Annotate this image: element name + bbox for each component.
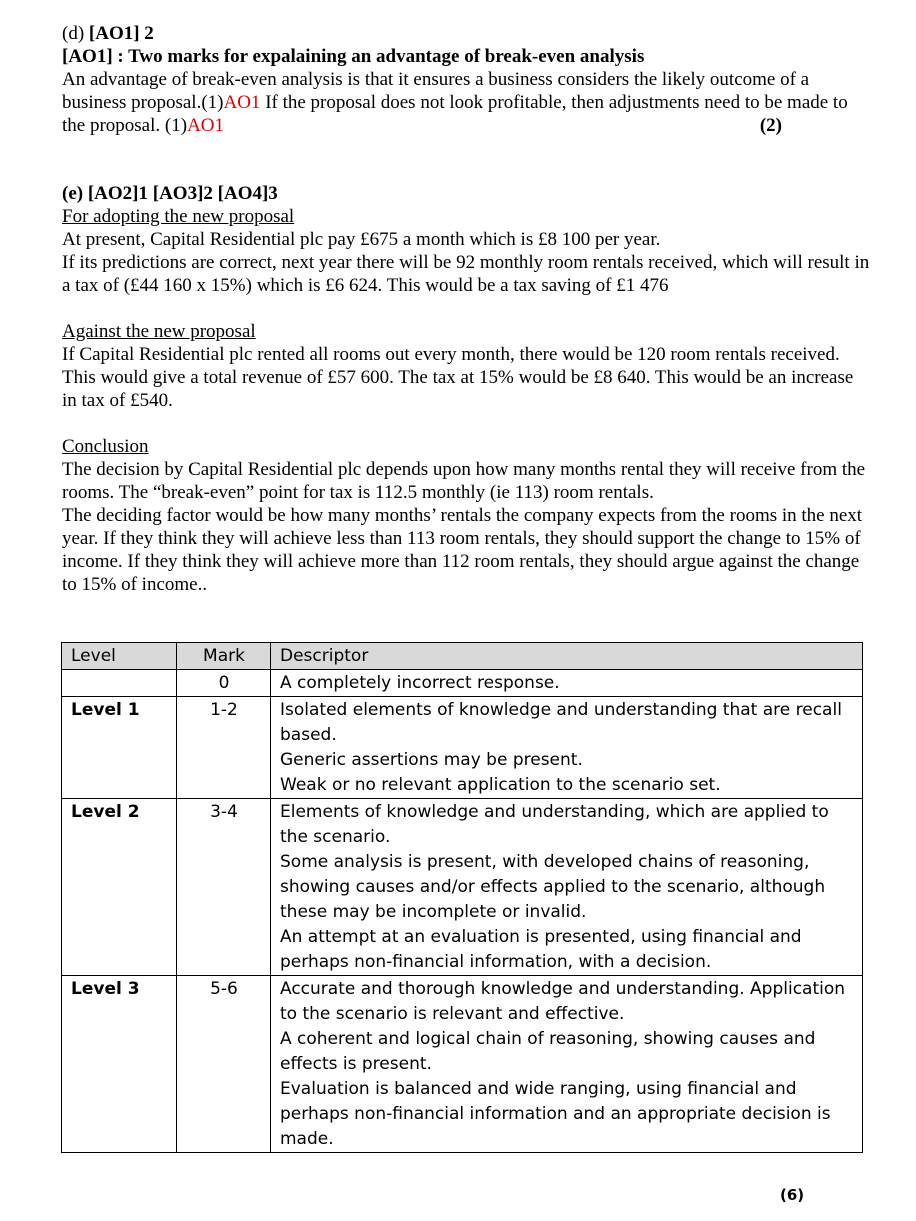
part-d-heading — [62, 22, 862, 45]
descriptor-line: Isolated elements of knowledge and understanding that are recall based. — [280, 700, 842, 745]
table-header-row — [62, 643, 863, 670]
descriptor-line: Elements of knowledge and understanding, which are applied to the scenario. — [280, 802, 829, 847]
row-mark: 3-4 — [177, 799, 271, 976]
row-level: Level 2 — [62, 799, 177, 976]
row-mark: 5-6 — [177, 976, 271, 1153]
for-proposal-heading: For adopting the new proposal — [62, 206, 295, 227]
part-d-subheading: [AO1] : Two marks for expalaining an advantage of break-even analysis — [62, 46, 645, 67]
descriptor-line: Generic assertions may be present. — [280, 750, 583, 770]
for-proposal-line-2: If its predictions are correct, next year there will be 92 monthly room rentals received, which will result in a tax of (£44 160 x 15%) which is £6 624. This would be a tax saving of £1 476 — [62, 252, 870, 296]
part-d-section — [62, 22, 862, 137]
part-d-text-2: If the proposal does not look profitable, then adjustments need to be made to the proposal. (1) — [62, 92, 848, 136]
part-d-marks: (2) — [759, 115, 782, 136]
descriptor-line: A coherent and logical chain of reasoning, showing causes and effects is present. — [280, 1029, 816, 1074]
row-level: Level 1 — [62, 697, 177, 799]
row-mark: 0 — [177, 670, 271, 697]
table-row — [62, 697, 863, 799]
descriptor-line: A completely incorrect response. — [280, 673, 560, 693]
part-d-heading-ref: [AO1] 2 — [88, 23, 154, 44]
descriptor-line: Evaluation is balanced and wide ranging, using financial and perhaps non-financial information and an appropriate decision is made. — [280, 1079, 831, 1149]
table-row — [62, 670, 863, 697]
ao-label-1: AO1 — [223, 92, 261, 113]
row-level: Level 3 — [62, 976, 177, 1153]
descriptor-line: An attempt at an evaluation is presented, using financial and perhaps non-financial information, with a decision. — [280, 927, 802, 972]
header-descriptor: Descriptor — [271, 643, 863, 670]
against-proposal-heading: Against the new proposal — [62, 321, 256, 342]
descriptor-line: Accurate and thorough knowledge and understanding. Application to the scenario is relevant and effective. — [280, 979, 846, 1024]
part-e-section — [62, 182, 872, 596]
row-mark: 1-2 — [177, 697, 271, 799]
part-d-answer — [62, 68, 862, 137]
part-d-text-1: An advantage of break-even analysis is that it ensures a business considers the likely outcome of a business proposal.(1) — [62, 69, 810, 113]
part-d-heading-prefix: (d) — [62, 23, 89, 44]
against-proposal-text: If Capital Residential plc rented all rooms out every month, there would be 120 room rentals received. This would give a total revenue of £57 600. The tax at 15% would be £8 640. This would be an increase in tax of £540. — [62, 344, 854, 411]
conclusion-heading: Conclusion — [62, 436, 149, 457]
header-level: Level — [62, 643, 177, 670]
row-descriptor — [271, 799, 863, 976]
descriptor-line: Some analysis is present, with developed chains of reasoning, showing causes and/or effects applied to the scenario, although these may be incomplete or invalid. — [280, 852, 826, 922]
row-descriptor — [271, 976, 863, 1153]
descriptor-line: Weak or no relevant application to the scenario set. — [280, 775, 721, 795]
ao-label-2: AO1 — [187, 115, 225, 136]
table-row — [62, 976, 863, 1153]
for-proposal-line-1: At present, Capital Residential plc pay £675 a month which is £8 100 per year. — [62, 229, 661, 250]
row-level — [62, 670, 177, 697]
header-mark: Mark — [177, 643, 271, 670]
total-marks: (6) — [780, 1186, 805, 1204]
conclusion-line-1: The decision by Capital Residential plc depends upon how many months rental they will receive from the rooms. The “break-even” point for tax is 112.5 monthly (ie 113) room rentals. — [62, 459, 866, 503]
part-e-heading: (e) [AO2]1 [AO3]2 [AO4]3 — [62, 183, 278, 204]
row-descriptor — [271, 697, 863, 799]
conclusion-line-2: The deciding factor would be how many months’ rentals the company expects from the rooms in the next year. If they think they will achieve less than 113 room rentals, they should support the change to 15% of income. If they think they will achieve more than 112 room rentals, they should argue against the change to 15% of income.. — [62, 505, 863, 595]
table-row — [62, 799, 863, 976]
row-descriptor — [271, 670, 863, 697]
level-descriptor-table — [61, 642, 863, 1153]
